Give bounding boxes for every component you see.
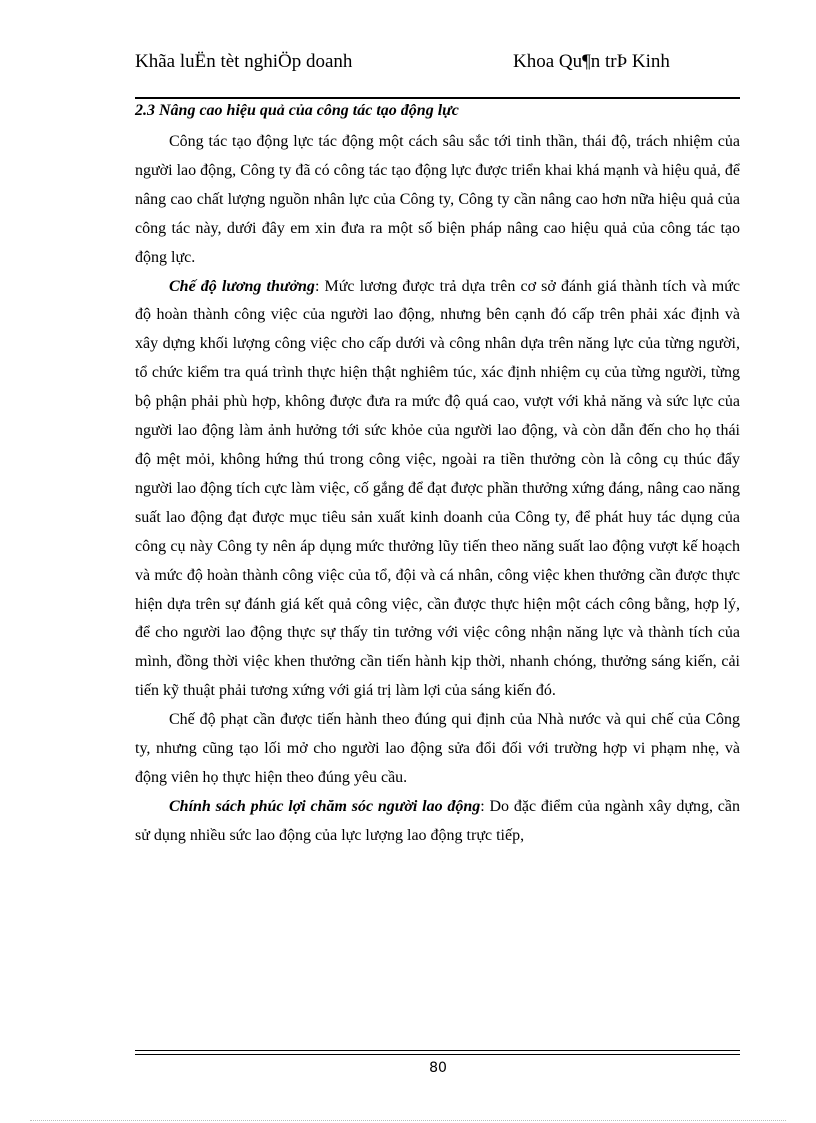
paragraph-welfare-text: : Do đặc điểm của ngành xây dựng, cần sử dụng nhiều sức lao động của lực lượng lao động trực tiếp, [135, 797, 740, 844]
paragraph-salary-bonus [135, 273, 740, 707]
section-title: 2.3 Nâng cao hiệu quả của công tác tạo động lực [135, 102, 459, 119]
body-text [135, 128, 740, 851]
paragraph-intro [135, 128, 740, 273]
paragraph-penalty-text: Chế độ phạt cần được tiến hành theo đúng qui định của Nhà nước và qui chế của Công ty, nhưng cũng tạo lối mở cho người lao động sửa đổi đối với trường hợp vi phạm nhẹ, và động viên họ thực hiện theo đúng yêu cầu. [135, 711, 740, 786]
paragraph-penalty [135, 706, 740, 793]
page-number: 80 [429, 1060, 447, 1076]
header-rule [135, 97, 740, 99]
header-left-text: Khãa luËn tèt nghiÖp doanh [135, 51, 353, 72]
paragraph-welfare [135, 793, 740, 851]
paragraph-welfare-lead: Chính sách phúc lợi chăm sóc người lao động [169, 797, 481, 815]
page-header [135, 50, 740, 100]
header-right-text: Khoa Qu¶n trÞ Kinh [513, 51, 670, 72]
page-bottom-border [30, 1120, 786, 1121]
footer-rule-bottom [135, 1054, 740, 1055]
paragraph-salary-bonus-lead: Chế độ lương thưởng [169, 277, 315, 295]
footer-rule-top [135, 1050, 740, 1051]
paragraph-intro-text: Công tác tạo động lực tác động một cách sâu sắc tới tinh thần, thái độ, trách nhiệm của người lao động, Công ty đã có công tác tạo động lực được triển khai khá mạnh và hiệu quả, để nâng cao chất lượng nguồn nhân lực của Công ty, Công ty cần nâng cao hơn nữa hiệu quả của công tác này, dưới đây em xin đưa ra một số biện pháp nâng cao hiệu quả của công tác tạo động lực. [135, 133, 740, 266]
paragraph-salary-bonus-text: : Mức lương được trả dựa trên cơ sở đánh giá thành tích và mức độ hoàn thành công việc của người lao động, nhưng bên cạnh đó cấp trên phải xác định và xây dựng khối lượng công việc cho cấp dưới và công nhân dựa trên năng lực của từng người, tổ chức kiểm tra quá trình thực hiện thật nghiêm túc, xác định nhiệm cụ của từng người, từng bộ phận phải phù hợp, không được đưa ra mức độ quá cao, vượt với khả năng và sức lực của người lao động làm ảnh hưởng tới sức khỏe của người lao động, và còn dẫn đến cho họ thái độ mệt mỏi, không hứng thú trong công việc, ngoài ra tiền thưởng còn là công cụ thúc đẩy người lao động tích cực làm việc, cố gắng để đạt được phần thưởng xứng đáng, nâng cao năng suất lao động đạt được mục tiêu sản xuất kinh doanh của Công ty, để phát huy tác dụng của công cụ này Công ty nên áp dụng mức thưởng lũy tiến theo năng suất lao động vượt kế hoạch và mức độ hoàn thành công việc của tổ, đội và cá nhân, công việc khen thưởng cần được thực hiện dựa trên sự đánh giá kết quả công việc, cần được thực hiện một cách công bằng, hợp lý, để cho người lao động thực sự thấy tin tưởng với việc công nhận năng lực và thành tích của mình, đồng thời việc khen thưởng cần tiến hành kịp thời, nhanh chóng, thưởng sáng kiến, cải tiến kỹ thuật phải tương xứng với giá trị làm lợi của sáng kiến đó. [135, 277, 740, 700]
